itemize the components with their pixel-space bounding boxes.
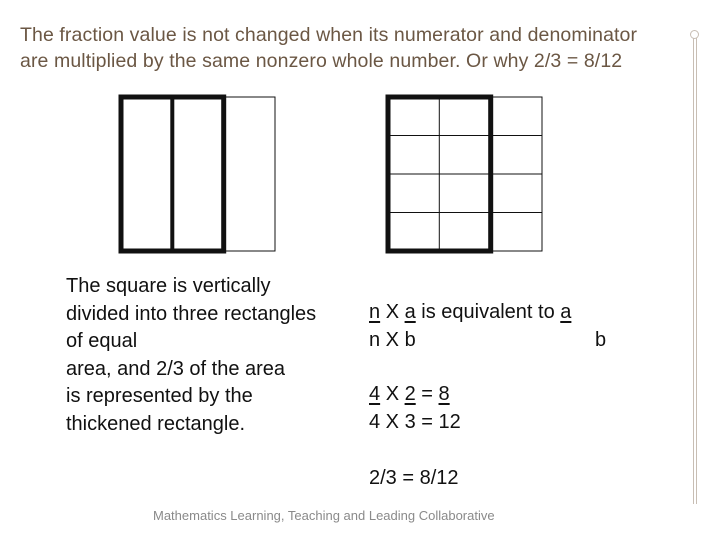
thirds-square-diagram — [116, 94, 280, 254]
description-line: thickened rectangle. — [66, 412, 246, 435]
numerator-8: 8 — [438, 383, 450, 405]
fraction-a: a — [560, 301, 572, 323]
general-equation-numerator — [369, 301, 571, 324]
numerator-2: 2 — [404, 383, 416, 405]
description-text — [66, 273, 316, 438]
numerator-4: 4 — [369, 383, 381, 405]
times-sign: X — [385, 383, 400, 405]
result-equation: 2/3 = 8/12 — [369, 467, 459, 489]
description-line: of equal — [66, 330, 138, 352]
equivalence-text: is equivalent to — [421, 301, 555, 323]
description-line: is represented by the — [66, 385, 253, 407]
times-sign: X — [385, 301, 400, 323]
footer-credit: Mathematics Learning, Teaching and Leading Collaborative — [153, 508, 495, 523]
decorative-line — [693, 36, 694, 504]
equals-sign: = — [421, 383, 433, 405]
description-line: area, and 2/3 of the area — [66, 357, 286, 380]
description-line: The square is vertically — [66, 275, 271, 297]
square-outline — [121, 97, 275, 251]
general-equation-denominator: n X b — [369, 329, 416, 351]
numerator-n: n — [369, 301, 381, 323]
description-line: divided into three rectangles — [66, 302, 317, 325]
example-equation-denominator: 4 X 3 = 12 — [369, 411, 461, 433]
twelfths-square-diagram — [383, 94, 547, 254]
title-line-1: The fraction value is not changed when its numerator and denominator — [20, 24, 638, 46]
numerator-a: a — [404, 301, 416, 323]
decorative-line — [696, 36, 697, 504]
slide-title — [20, 22, 700, 74]
fraction-b: b — [595, 329, 607, 351]
example-equation-numerator — [369, 383, 450, 406]
title-line-2: are multiplied by the same nonzero whole number. Or why 2/3 = 8/12 — [20, 50, 623, 72]
